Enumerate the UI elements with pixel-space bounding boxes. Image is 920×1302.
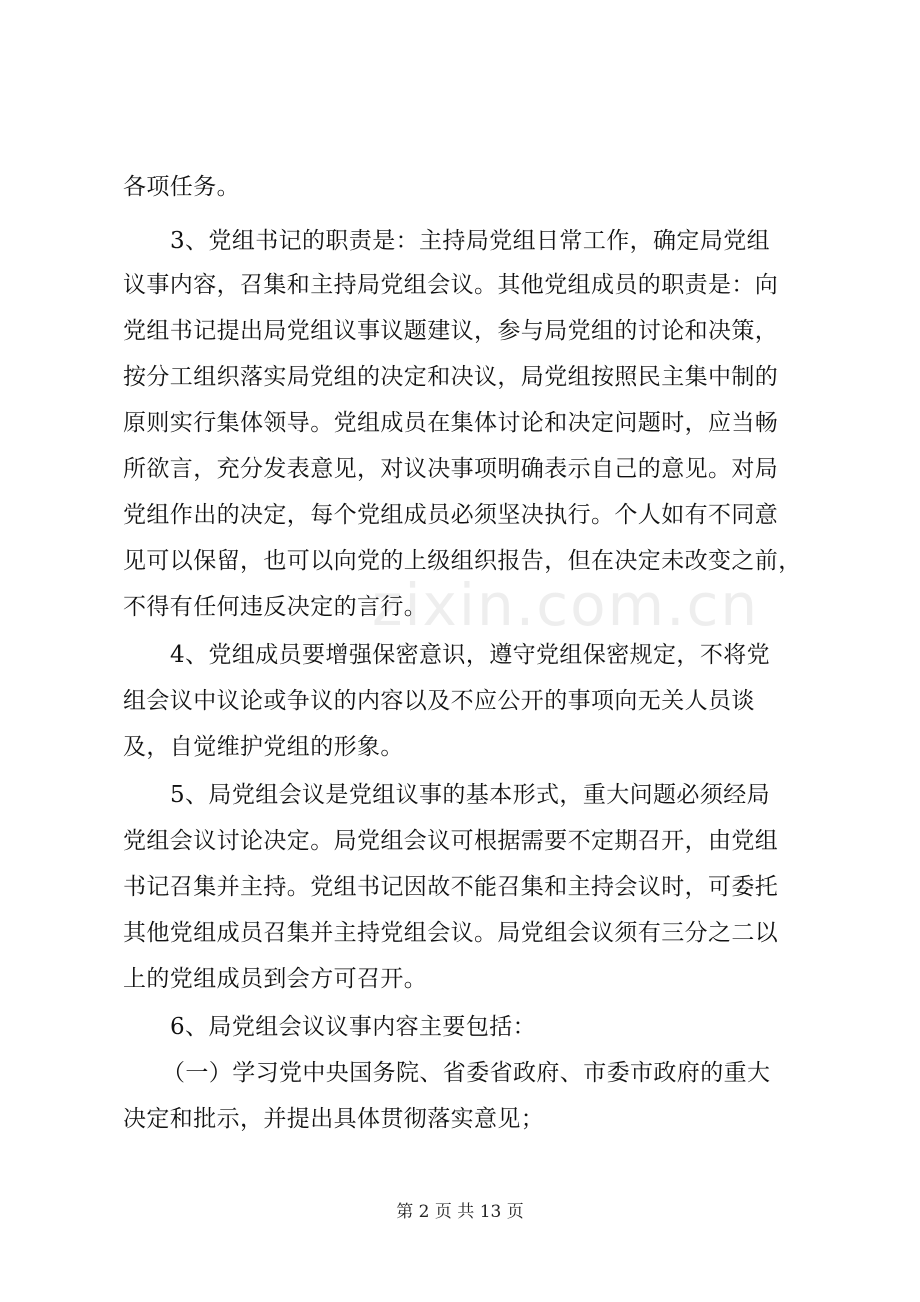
paragraph-line: 各项任务。 [123, 174, 240, 200]
paragraph-line: （一）学习党中央国务院、省委省政府、市委市政府的重大 [162, 1060, 771, 1086]
paragraph-line: 书记召集并主持。党组书记因故不能召集和主持会议时，可委托 [123, 874, 779, 900]
paragraph-line: 3、党组书记的职责是：主持局党组日常工作，确定局党组 [170, 228, 771, 254]
paragraph-line: 组会议中议论或争议的内容以及不应公开的事项向无关人员谈 [123, 688, 755, 714]
paragraph-line: 按分工组织落实局党组的决定和决议，局党组按照民主集中制的 [123, 364, 779, 390]
watermark: zixin.com.cn [372, 571, 760, 639]
paragraph-line: 其他党组成员召集并主持党组会议。局党组会议须有三分之二以 [123, 920, 779, 946]
paragraph-line: 决定和批示，并提出具体贯彻落实意见； [123, 1106, 545, 1132]
paragraph-line: 党组作出的决定，每个党组成员必须坚决执行。个人如有不同意 [123, 502, 779, 528]
paragraph-line: 4、党组成员要增强保密意识，遵守党组保密规定，不将党 [170, 642, 771, 668]
paragraph-line: 党组会议讨论决定。局党组会议可根据需要不定期召开，由党组 [123, 828, 779, 854]
paragraph-line: 议事内容，召集和主持局党组会议。其他党组成员的职责是：向 [123, 272, 779, 298]
paragraph-line: 5、局党组会议是党组议事的基本形式，重大问题必须经局 [170, 782, 771, 808]
paragraph-line: 6、局党组会议议事内容主要包括： [170, 1014, 537, 1040]
paragraph-line: 不得有任何违反决定的言行。 [123, 594, 428, 620]
paragraph-line: 所欲言，充分发表意见，对议决事项明确表示自己的意见。对局 [123, 456, 779, 482]
paragraph-line: 原则实行集体领导。党组成员在集体讨论和决定问题时，应当畅 [123, 410, 779, 436]
paragraph-line: 党组书记提出局党组议事议题建议，参与局党组的讨论和决策， [123, 318, 779, 344]
paragraph-line: 上的党组成员到会方可召开。 [123, 966, 428, 992]
paragraph-line: 见可以保留，也可以向党的上级组织报告，但在决定未改变之前， [123, 548, 802, 574]
paragraph-line: 及，自觉维护党组的形象。 [123, 734, 404, 760]
page-footer: 第 2 页 共 13 页 [396, 1202, 524, 1222]
